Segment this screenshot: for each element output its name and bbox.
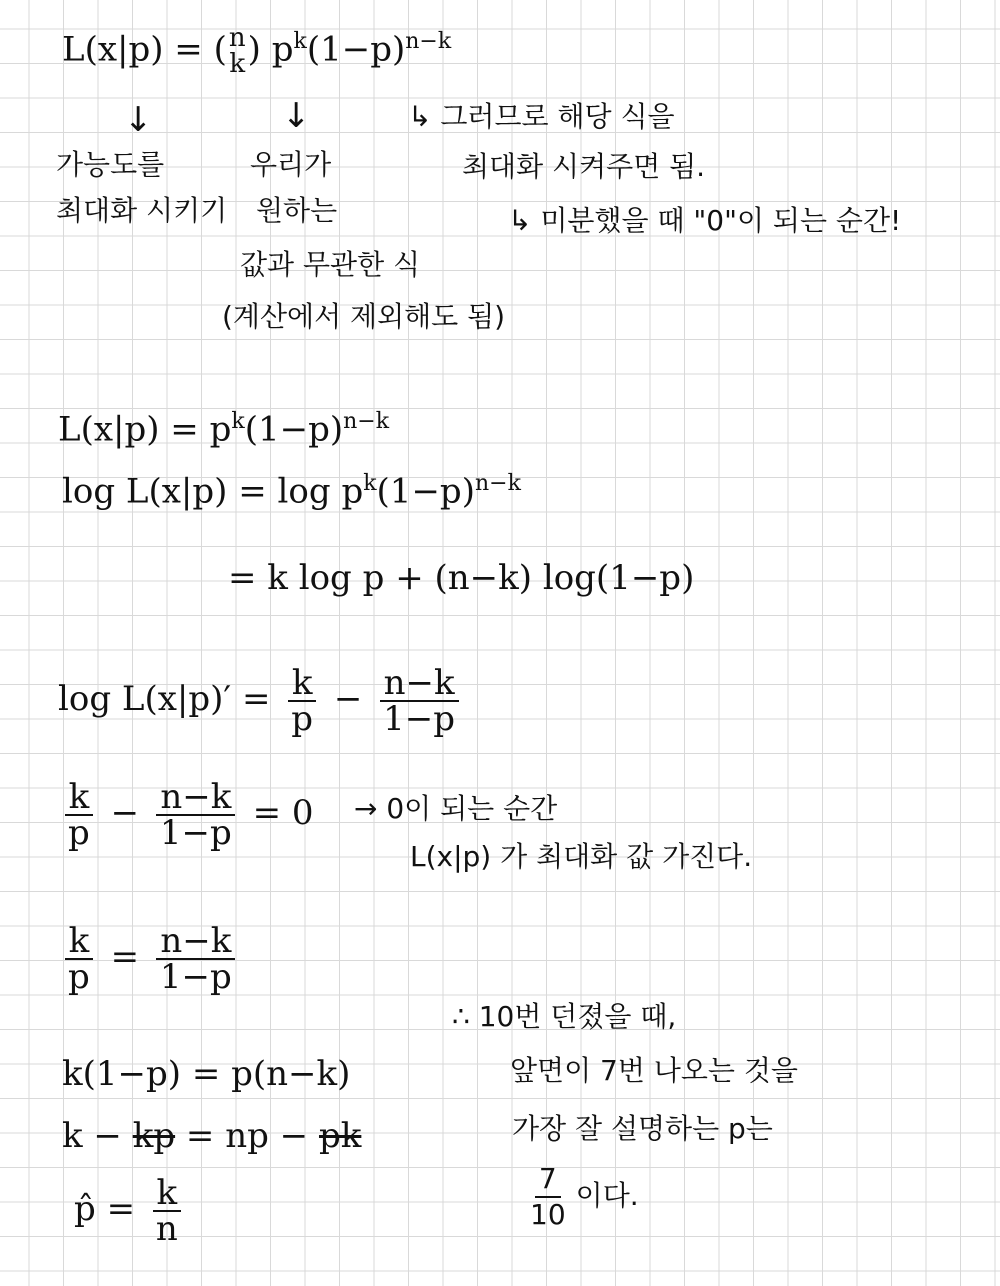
mle-estimate: [74, 1173, 188, 1249]
frac-num: k: [65, 780, 94, 816]
fraction-k-over-p: [64, 921, 94, 997]
frac-num: k: [65, 924, 94, 960]
frac-den: 1−p: [159, 957, 232, 997]
eq2-exp1: k: [231, 409, 245, 434]
fraction-nk-over-1p: [156, 777, 236, 853]
equals-zero: = 0: [252, 793, 314, 833]
binom-bottom: k: [229, 49, 246, 80]
fraction-k-over-n: [152, 1173, 182, 1249]
fraction-nk-over-1p: [379, 663, 459, 739]
derivative-zero: [58, 777, 314, 853]
note-mid-line4: (계산에서 제외해도 됨): [222, 300, 506, 333]
note-right-line2: 최대화 시켜주면 됨.: [462, 150, 706, 183]
eq3-text: log L(x|p) = log p: [62, 471, 364, 512]
down-arrow-icon: ↓: [282, 96, 311, 136]
eq1-exp1: k: [293, 29, 307, 54]
likelihood-equation: [62, 22, 452, 80]
frac-den: 1−p: [159, 813, 232, 853]
note-right-line3: ↳ 미분했을 때 "0"이 되는 순간!: [508, 204, 902, 237]
frac-den: p: [68, 957, 90, 997]
eq2-text: L(x|p) = p: [58, 409, 232, 450]
note-left-line2: 최대화 시키기: [56, 194, 228, 227]
minus-sign: −: [333, 679, 363, 719]
frac-num: n−k: [156, 780, 235, 816]
conclusion-line4: [520, 1162, 639, 1232]
binomial-coefficient: [228, 23, 246, 80]
frac-den: p: [68, 813, 90, 853]
binom-top: n: [228, 23, 246, 54]
likelihood-simplified: [58, 402, 389, 449]
fraction-k-over-p: [64, 777, 94, 853]
eq9-part1: k −: [62, 1116, 122, 1156]
fraction-equality: [58, 921, 242, 997]
eq3-mid: (1−p): [376, 471, 475, 512]
struck-term-pk: pk: [318, 1116, 362, 1156]
eq1-mid: (1−p): [306, 29, 406, 70]
note-left-line1: 가능도를: [56, 148, 165, 181]
eq10-lhs: p̂ =: [74, 1189, 136, 1229]
conclusion-ending: 이다.: [575, 1179, 639, 1212]
note-mid-line2: 원하는: [256, 194, 338, 227]
struck-term-kp: kp: [132, 1116, 176, 1156]
frac-num: k: [288, 666, 317, 702]
eq9-part2: = np −: [185, 1116, 309, 1156]
fraction-nk-over-1p: [156, 921, 236, 997]
conclusion-line3: 가장 잘 설명하는 p는: [512, 1112, 773, 1145]
frac-den: n: [155, 1209, 178, 1249]
eq1-rhs: ) p: [247, 29, 294, 70]
down-arrow-icon: ↓: [124, 100, 153, 140]
eq8-text: k(1−p) = p(n−k): [62, 1054, 351, 1094]
fraction-k-over-p: [287, 663, 317, 739]
note-mid-line3: 값과 무관한 식: [240, 248, 421, 281]
equals-sign: =: [110, 937, 140, 977]
note-mid-line1: 우리가: [250, 148, 332, 181]
eq3-exp1: k: [363, 471, 377, 496]
log-likelihood-expanded: [228, 558, 694, 598]
cross-multiplied: [62, 1054, 350, 1094]
eq1-lhs: L(x|p) = (: [62, 29, 227, 70]
fraction-7-over-10: [526, 1162, 570, 1232]
frac-num: n−k: [380, 666, 459, 702]
note-right-line1: ↳ 그러므로 해당 식을: [408, 100, 675, 133]
frac-den: 1−p: [383, 699, 456, 739]
eq2-mid: (1−p): [244, 409, 344, 450]
frac-den: 10: [530, 1198, 566, 1231]
log-likelihood: [62, 464, 521, 511]
minus-sign: −: [110, 793, 140, 833]
frac-num: n−k: [156, 924, 235, 960]
cancelled-terms: [62, 1116, 361, 1156]
eq3-exp2: n−k: [474, 471, 521, 496]
eq4-text: = k log p + (n−k) log(1−p): [228, 558, 695, 598]
eq1-exp2: n−k: [405, 29, 452, 54]
log-likelihood-derivative: [58, 663, 465, 739]
frac-den: p: [291, 699, 314, 739]
eq2-exp2: n−k: [343, 409, 390, 434]
frac-num: 7: [535, 1162, 561, 1198]
frac-num: k: [153, 1176, 182, 1212]
conclusion-line1: ∴ 10번 던졌을 때,: [452, 1000, 677, 1033]
eq5-lhs: log L(x|p)′ =: [58, 679, 271, 719]
note-eq6-line2: L(x|p) 가 최대화 값 가진다.: [410, 840, 753, 873]
conclusion-line2: 앞면이 7번 나오는 것을: [510, 1054, 798, 1087]
note-eq6-line1: → 0이 되는 순간: [354, 792, 558, 825]
